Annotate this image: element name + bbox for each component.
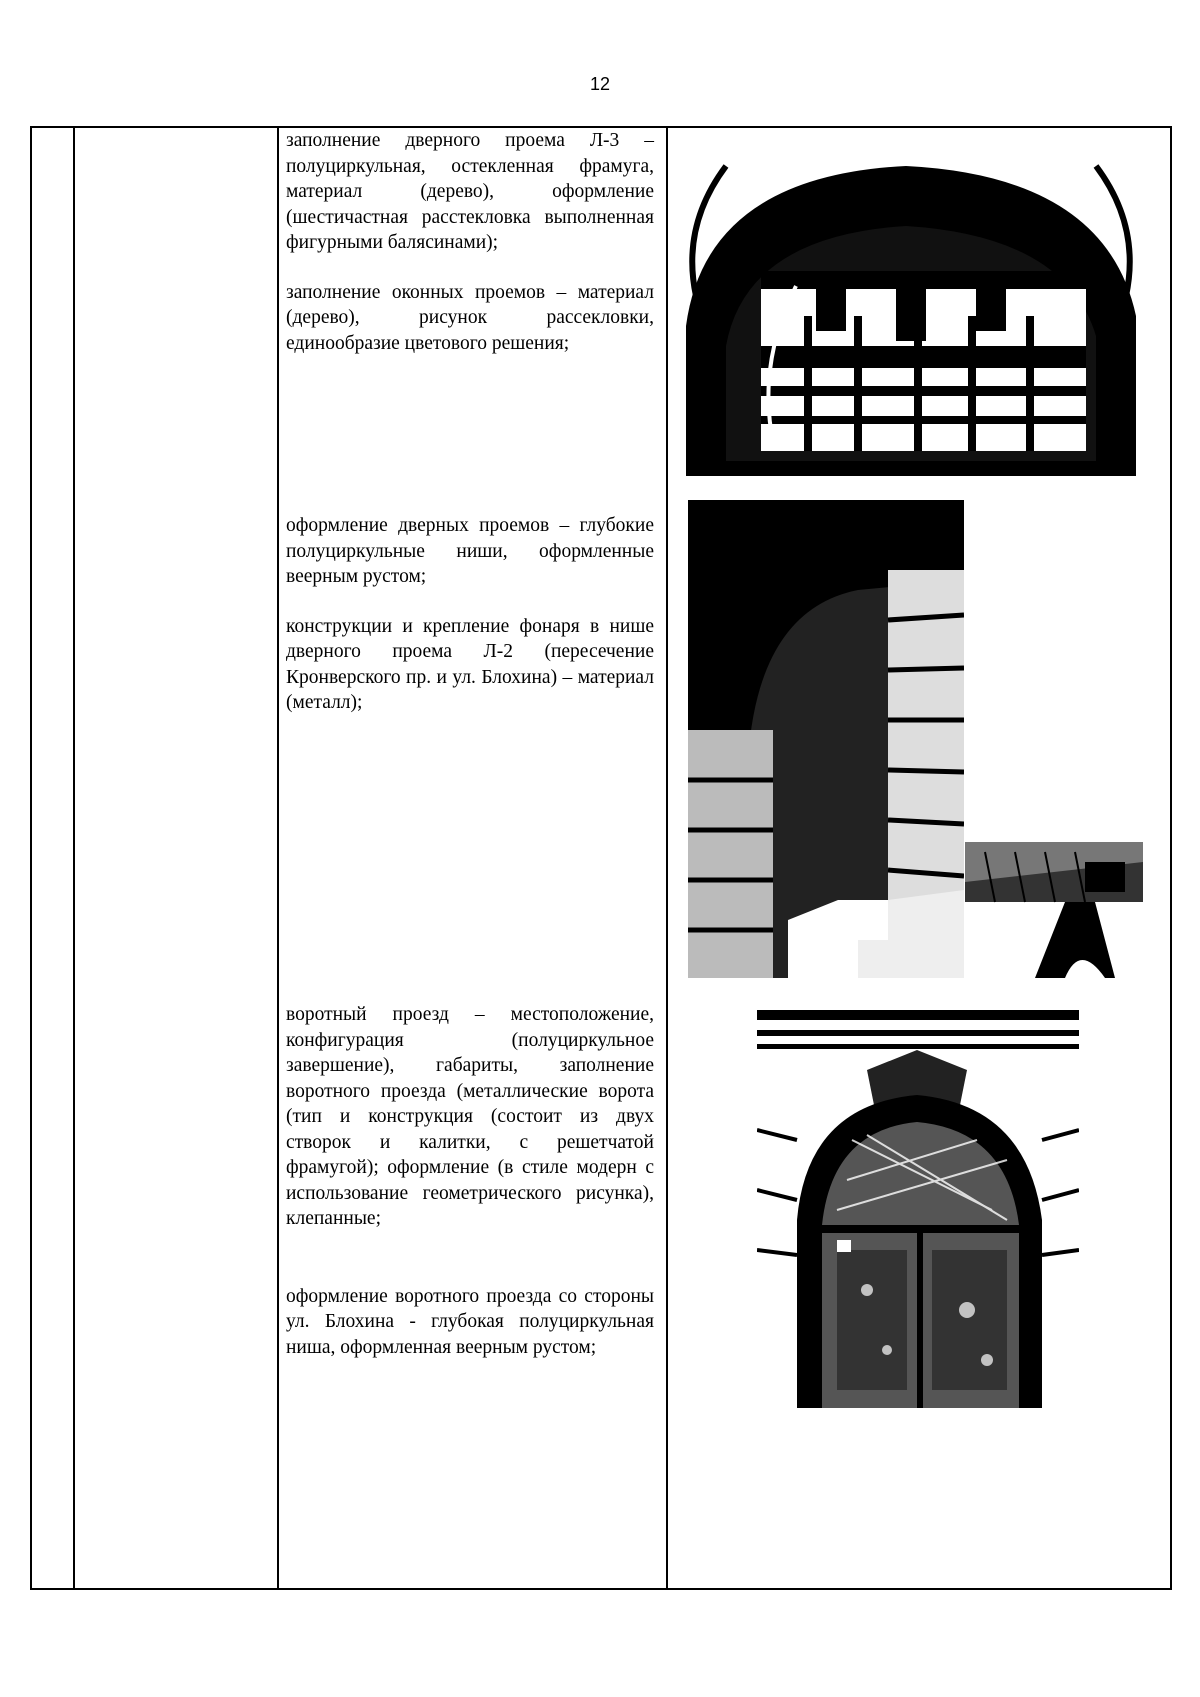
text-block-gateway [286, 1002, 654, 1384]
page-number: 12 [589, 74, 611, 94]
photo-door-transom [686, 146, 1136, 476]
text-block-door-window [286, 128, 654, 380]
column-divider-2 [277, 128, 279, 1588]
text-block-niches-lantern [286, 513, 654, 740]
paragraph: оформление воротного проезда со стороны ул. Блохина - глубокая полуциркульная ниша, оформленная веерным рустом; [286, 1285, 654, 1358]
paragraph: воротный проезд – местоположение, конфигурация (полуциркульное завершение), габариты, заполнение воротного проезда (металлические ворота (тип и конструкция (состоит из двух створок и калитки, с решетчатой фрамугой); оформление (в стиле модерн с использование геометрического рисунка), клепанные; [286, 1004, 654, 1229]
paragraph: заполнение оконных проемов – материал (дерево), рисунок рассекловки, единообразие цветового решения; [286, 281, 654, 354]
photo-gateway [757, 1010, 1079, 1408]
paragraph: заполнение дверного проема Л-3 – полуциркульная, остекленная фрамуга, материал (дерево), оформление (шестичастная расстекловка выполненная фигурными балясинами); [286, 130, 654, 253]
column-divider-3 [666, 128, 668, 1588]
photo-door-niche [688, 500, 964, 978]
photo-lantern-mount [965, 842, 1143, 978]
column-divider-1 [73, 128, 75, 1588]
paragraph: конструкции и крепление фонаря в нише дверного проема Л-2 (пересечение Кронверского пр. и ул. Блохина) – материал (металл); [286, 615, 654, 713]
paragraph: оформление дверных проемов – глубокие полуциркульные ниши, оформленные веерным рустом; [286, 515, 654, 587]
